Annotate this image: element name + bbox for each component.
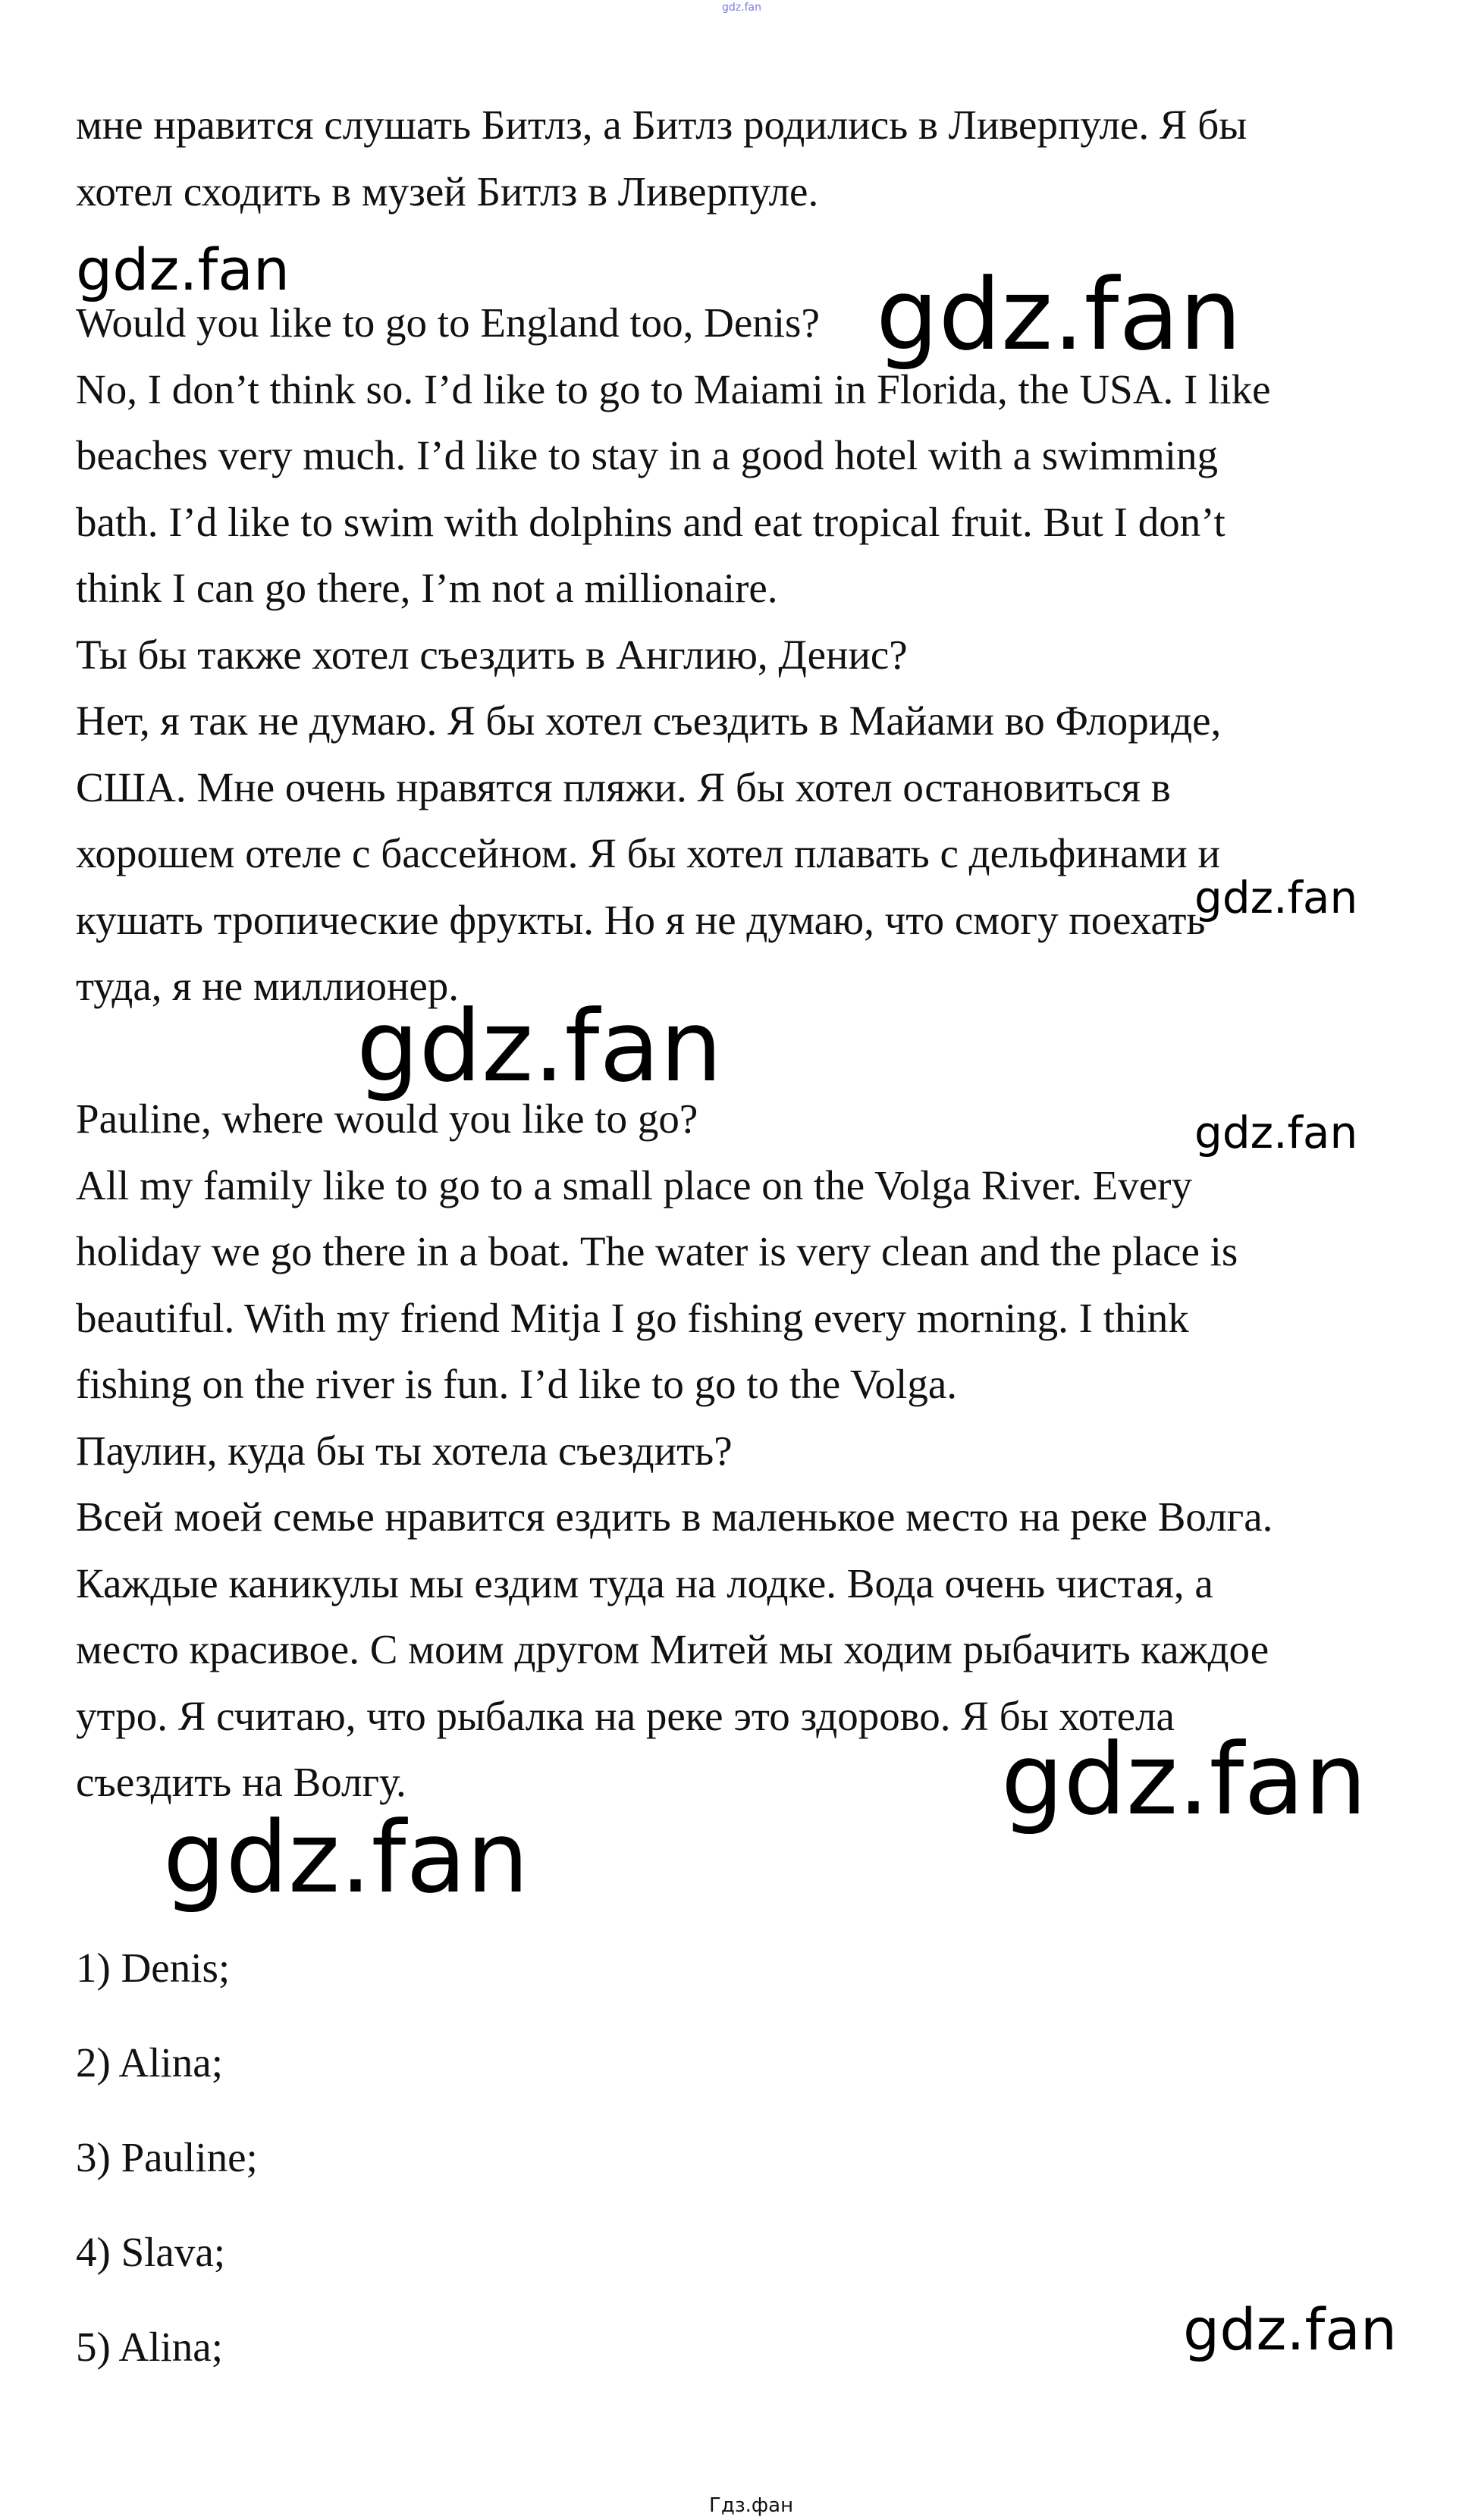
text-line: хотел сходить в музей Битлз в Ливерпуле. bbox=[76, 168, 819, 215]
text-line: Каждые каникулы мы ездим туда на лодке. Вода очень чистая, а bbox=[76, 1560, 1213, 1606]
text-line: хорошем отеле с бассейном. Я бы хотел плавать с дельфинами и bbox=[76, 830, 1220, 876]
watermark: gdz.fan bbox=[876, 257, 1242, 372]
text-line: съездить на Волгу. bbox=[76, 1759, 406, 1805]
text-line: Would you like to go to England too, Denis? bbox=[76, 299, 820, 346]
text-line: holiday we go there in a boat. The water is very clean and the place is bbox=[76, 1228, 1238, 1274]
text-line: Ты бы также хотел съездить в Англию, Денис? bbox=[76, 632, 908, 678]
watermark: gdz.fan bbox=[76, 236, 290, 303]
text-line: All my family like to go to a small place on the Volga River. Every bbox=[76, 1162, 1193, 1208]
text-line: beaches very much. I’d like to stay in a good hotel with a swimming bbox=[76, 432, 1219, 478]
text-line: bath. I’d like to swim with dolphins and eat tropical fruit. But I don’t bbox=[76, 499, 1226, 545]
answer-item: 1) Denis; bbox=[76, 1945, 231, 1991]
text-line: Всей моей семье нравится ездить в маленькое место на реке Волга. bbox=[76, 1494, 1273, 1540]
text-line: утро. Я считаю, что рыбалка на реке это здорово. Я бы хотела bbox=[76, 1693, 1175, 1739]
text-line: Паулин, куда бы ты хотела съездить? bbox=[76, 1428, 733, 1474]
watermark: gdz.fan bbox=[356, 989, 723, 1104]
page-footer: Гдз.фан bbox=[709, 2494, 794, 2517]
answer-item: 3) Pauline; bbox=[76, 2134, 258, 2180]
text-line: туда, я не миллионер. bbox=[76, 963, 460, 1009]
text-line: beautiful. With my friend Mitja I go fishing every morning. I think bbox=[76, 1295, 1189, 1341]
answer-item: 5) Alina; bbox=[76, 2324, 224, 2370]
text-line: No, I don’t think so. I’d like to go to Maiami in Florida, the USA. I like bbox=[76, 366, 1271, 412]
text-line: Pauline, where would you like to go? bbox=[76, 1095, 698, 1142]
watermark: gdz.fan bbox=[1183, 2296, 1398, 2363]
text-line: think I can go there, I’m not a millionaire. bbox=[76, 565, 778, 611]
text-line: кушать тропические фрукты. Но я не думаю, что смогу поехать bbox=[76, 897, 1206, 943]
watermark: gdz.fan bbox=[1194, 1107, 1358, 1158]
top-watermark: gdz.fan bbox=[722, 2, 761, 14]
answer-item: 4) Slava; bbox=[76, 2229, 226, 2275]
text-line: США. Мне очень нравятся пляжи. Я бы хотел остановиться в bbox=[76, 764, 1171, 810]
answer-item: 2) Alina; bbox=[76, 2039, 224, 2086]
text-line: место красивое. С моим другом Митей мы ходим рыбачить каждое bbox=[76, 1626, 1269, 1672]
text-line: fishing on the river is fun. I’d like to go to the Volga. bbox=[76, 1361, 957, 1407]
watermark: gdz.fan bbox=[163, 1800, 529, 1915]
watermark: gdz.fan bbox=[1194, 872, 1358, 923]
text-line: Нет, я так не думаю. Я бы хотел съездить в Майами во Флориде, bbox=[76, 697, 1222, 744]
watermark: gdz.fan bbox=[1001, 1722, 1367, 1837]
text-line: мне нравится слушать Битлз, а Битлз родились в Ливерпуле. Я бы bbox=[76, 102, 1247, 148]
